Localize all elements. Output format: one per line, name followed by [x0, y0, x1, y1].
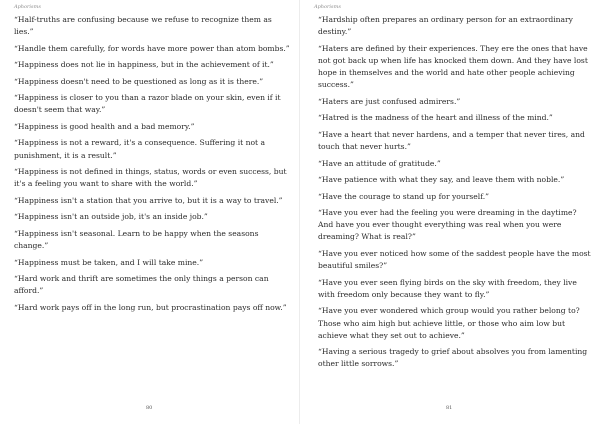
quote: “Have an attitude of gratitude.”	[318, 158, 441, 168]
quote: “Happiness must be taken, and I will take mine.”	[14, 257, 204, 267]
quote: “Have you ever had the feeling you were dreaming in the daytime? And have you ever thought everything was real when you were dreaming? What is real?”	[318, 208, 577, 242]
quote: “Hatred is the madness of the heart and illness of the mind.”	[318, 113, 553, 123]
quote: “Half-truths are confusing because we refuse to recognize them as lies.”	[14, 15, 272, 37]
quote: “Have the courage to stand up for yourself.”	[318, 191, 490, 201]
quote: “Haters are defined by their experiences. They ere the ones that have not got back up when life has knocked them down. And they have lost hope in themselves and the world and hate other people achieving success.”	[318, 43, 588, 90]
quote: “Happiness isn't seasonal. Learn to be happy when the seasons change.”	[14, 228, 259, 251]
quote: “Hard work and thrift are sometimes the only things a person can afford.”	[14, 274, 269, 296]
quote: “Have you ever noticed how some of the saddest people have the most beautiful smiles?”	[318, 248, 591, 271]
running-header: Aphorisms	[314, 4, 341, 10]
page-number: 81	[446, 405, 453, 411]
quote: “Happiness isn't an outside job, it's an inside job.”	[14, 212, 208, 222]
quote: “Hard work pays off in the long run, but procrastination pays off now.”	[14, 302, 287, 312]
quote: “Happiness is good health and a bad memory.”	[14, 121, 195, 131]
quote: “Have you ever seen flying birds on the sky with freedom, they live with freedom only because they want to fly.”	[318, 277, 577, 299]
quote-list	[318, 14, 592, 375]
quote: “Hardship often prepares an ordinary person for an extraordinary destiny.”	[318, 15, 573, 37]
quote: “Happiness isn't a station that you arrive to, but it is a way to travel.”	[14, 195, 283, 205]
quote: “Happiness is closer to you than a razor blade on your skin, even if it doesn't seem that way.”	[14, 93, 281, 115]
quote: “Haters are just confused admirers.”	[318, 96, 461, 106]
quote: “Happiness doesn't need to be questioned as long as it is there.”	[14, 76, 264, 86]
quote: “Have patience with what they say, and leave them with noble.”	[318, 175, 565, 185]
quote: “Having a serious tragedy to grief about absolves you from lamenting other little sorrows.”	[318, 347, 588, 369]
page-number: 80	[146, 405, 153, 411]
running-header: Aphorisms	[14, 4, 41, 10]
quote-list	[14, 14, 290, 318]
quote: “Have a heart that never hardens, and a temper that never tires, and touch that never hurts.”	[318, 129, 585, 152]
quote: “Handle them carefully, for words have more power than atom bombs.”	[14, 43, 290, 53]
right-page	[300, 0, 600, 424]
quote: “Happiness is not defined in things, status, words or even success, but it's a feeling you want to share with the world.”	[14, 167, 287, 189]
quote: “Happiness does not lie in happiness, but in the achievement of it.”	[14, 60, 274, 70]
quote: “Happiness is not a reward, it's a consequence. Suffering it not a punishment, it is a result.”	[14, 138, 266, 160]
quote: “Have you ever wondered which group would you rather belong to? Those who aim high but achieve little, or those who aim low but achieve what they set out to achieve.”	[318, 306, 580, 340]
